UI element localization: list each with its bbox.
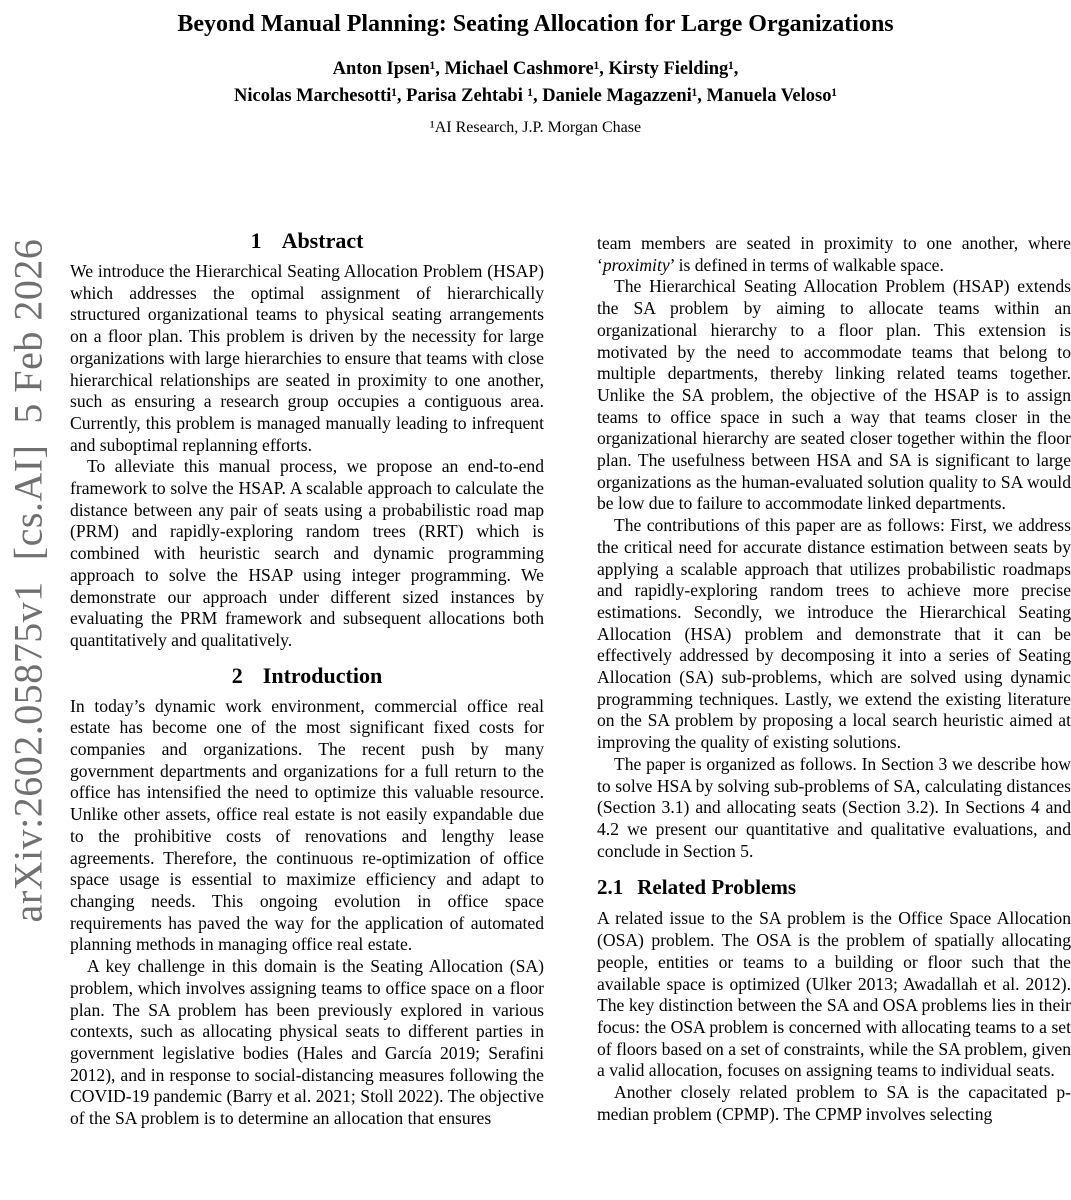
left-column: [70, 228, 544, 1200]
section-heading-abstract: [70, 228, 544, 254]
related-problems-paragraph-1: A related issue to the SA problem is the Office Space Allocation (OSA) problem. The OSA is the problem of spatially allocating people, entities or teams to a building or floor such that the available space is optimized (Ulker 2013; Awadallah et al. 2012). The key distinction between the SA and OSA problems lies in their focus: the OSA problem is concerned with allocating teams to a set of floors based on a set of constraints, while the SA problem, given a valid allocation, focuses on assigning teams to individual seats.: [597, 908, 1071, 1081]
authors-block: [0, 56, 1071, 110]
contributions-paragraph: The contributions of this paper are as follows: First, we address the critical need for accurate distance estimation between seats by applying a scalable approach that utilizes probabilistic roadmaps and rapidly-exploring random trees to achieve more precise estimations. Secondly, we introduce the Hierarchical Seating Allocation (HSA) problem and demonstrate that it can be effectively addressed by decomposing it into a series of Seating Allocation (SA) sub-problems, which are solved using dynamic programming techniques. Lastly, we extend the existing literature on the SA problem by proposing a local search heuristic aimed at improving the quality of existing solutions.: [597, 515, 1071, 753]
paper-title: Beyond Manual Planning: Seating Allocation for Large Organizations: [177, 11, 894, 37]
introduction-paragraph-2: A key challenge in this domain is the Seating Allocation (SA) problem, which involves assigning teams to office space on a floor plan. The SA problem has been previously explored in various contexts, such as allocating physical seats to different parties in government legislative bodies (Hales and García 2019; Serafini 2012), and in response to social-distancing measures following the COVID-19 pandemic (Barry et al. 2021; Stoll 2022). The objective of the SA problem is to determine an allocation that ensures: [70, 956, 544, 1129]
section-title-introduction: Introduction: [262, 662, 383, 688]
section-number-abstract: 1: [250, 228, 262, 253]
arxiv-watermark: arXiv:2602.05875v1 [cs.AI] 5 Feb 2026: [5, 238, 51, 923]
subsection-heading-related-problems: [597, 875, 1071, 900]
hsap-paragraph: The Hierarchical Seating Allocation Problem (HSAP) extends the SA problem by aiming to allocate teams within an organizational hierarchy to a floor plan. This extension is motivated by the need to accommodate teams that belong to multiple departments, thereby linking related teams together. Unlike the SA problem, the objective of the HSAP is to assign teams to office space in such a way that teams closer in the organizational hierarchy are seated closer together within the floor plan. The usefulness between HSA and SA is significant to large organizations as the human-evaluated solution quality to SA would be low due to failure to accommodate linked departments.: [597, 276, 1071, 514]
introduction-paragraph-1: In today’s dynamic work environment, commercial office real estate has become one of the most significant fixed costs for companies and organizations. The recent push by many government departments and organizations for a full return to the office has intensified the need to optimize this valuable resource. Unlike other assets, office real estate is not easily expandable due to the prohibitive costs of renovations and lengthy lease agreements. Therefore, the continuous re-optimization of office space usage is essential to maximize efficiency and adapt to changing needs. This ongoing evolution in office space requirements has paved the way for the application of automated planning methods in managing office real estate.: [70, 695, 544, 955]
two-column-body: [70, 228, 1071, 1200]
paper-header: [0, 0, 1071, 137]
subsection-title-related-problems: Related Problems: [637, 875, 797, 900]
abstract-paragraph-1: We introduce the Hierarchical Seating Allocation Problem (HSAP) which addresses the optimal assignment of hierarchically structured organizational teams to physical seating arrangements on a floor plan. This problem is driven by the necessity for large organizations with large hierarchies to ensure that teams with close hierarchical relationships are seated in proximity to one another, such as ensuring a research group occupies a contiguous area. Currently, this problem is managed manually leading to infrequent and suboptimal replanning efforts.: [70, 261, 544, 455]
affiliation-line: ¹AI Research, J.P. Morgan Chase: [429, 119, 642, 136]
subsection-number-related-problems: 2.1: [597, 875, 624, 900]
continuation-paragraph: team members are seated in proximity to one another, where ‘proximity’ is defined in terms of walkable space.: [597, 233, 1071, 275]
related-problems-paragraph-2: Another closely related problem to SA is the capacitated p-median problem (CPMP). The CPMP involves selecting: [597, 1082, 1071, 1124]
paper-organization-paragraph: The paper is organized as follows. In Section 3 we describe how to solve HSA by solving sub-problems of SA, calculating distances (Section 3.1) and allocating seats (Section 3.2). In Sections 4 and 4.2 we present our quantitative and qualitative evaluations, and conclude in Section 5.: [597, 753, 1071, 861]
right-column: [597, 228, 1071, 1200]
section-heading-introduction: [70, 663, 544, 689]
abstract-paragraph-2: To alleviate this manual process, we propose an end-to-end framework to solve the HSAP. A scalable approach to calculate the distance between any pair of seats using a probabilistic road map (PRM) and rapidly-exploring random trees (RRT) which is combined with heuristic search and dynamic programming approach to solve the HSAP using integer programming. We demonstrate our approach under different sized instances by evaluating the PRM framework and subsequent allocations both quantitatively and qualitatively.: [70, 456, 544, 650]
section-number-introduction: 2: [231, 662, 243, 688]
section-title-abstract: Abstract: [281, 228, 364, 253]
author-line-2: Nicolas Marchesotti¹, Parisa Zehtabi ¹, Daniele Magazzeni¹, Manuela Veloso¹: [234, 86, 837, 106]
author-line-1: Anton Ipsen¹, Michael Cashmore¹, Kirsty Fielding¹,: [332, 59, 739, 79]
